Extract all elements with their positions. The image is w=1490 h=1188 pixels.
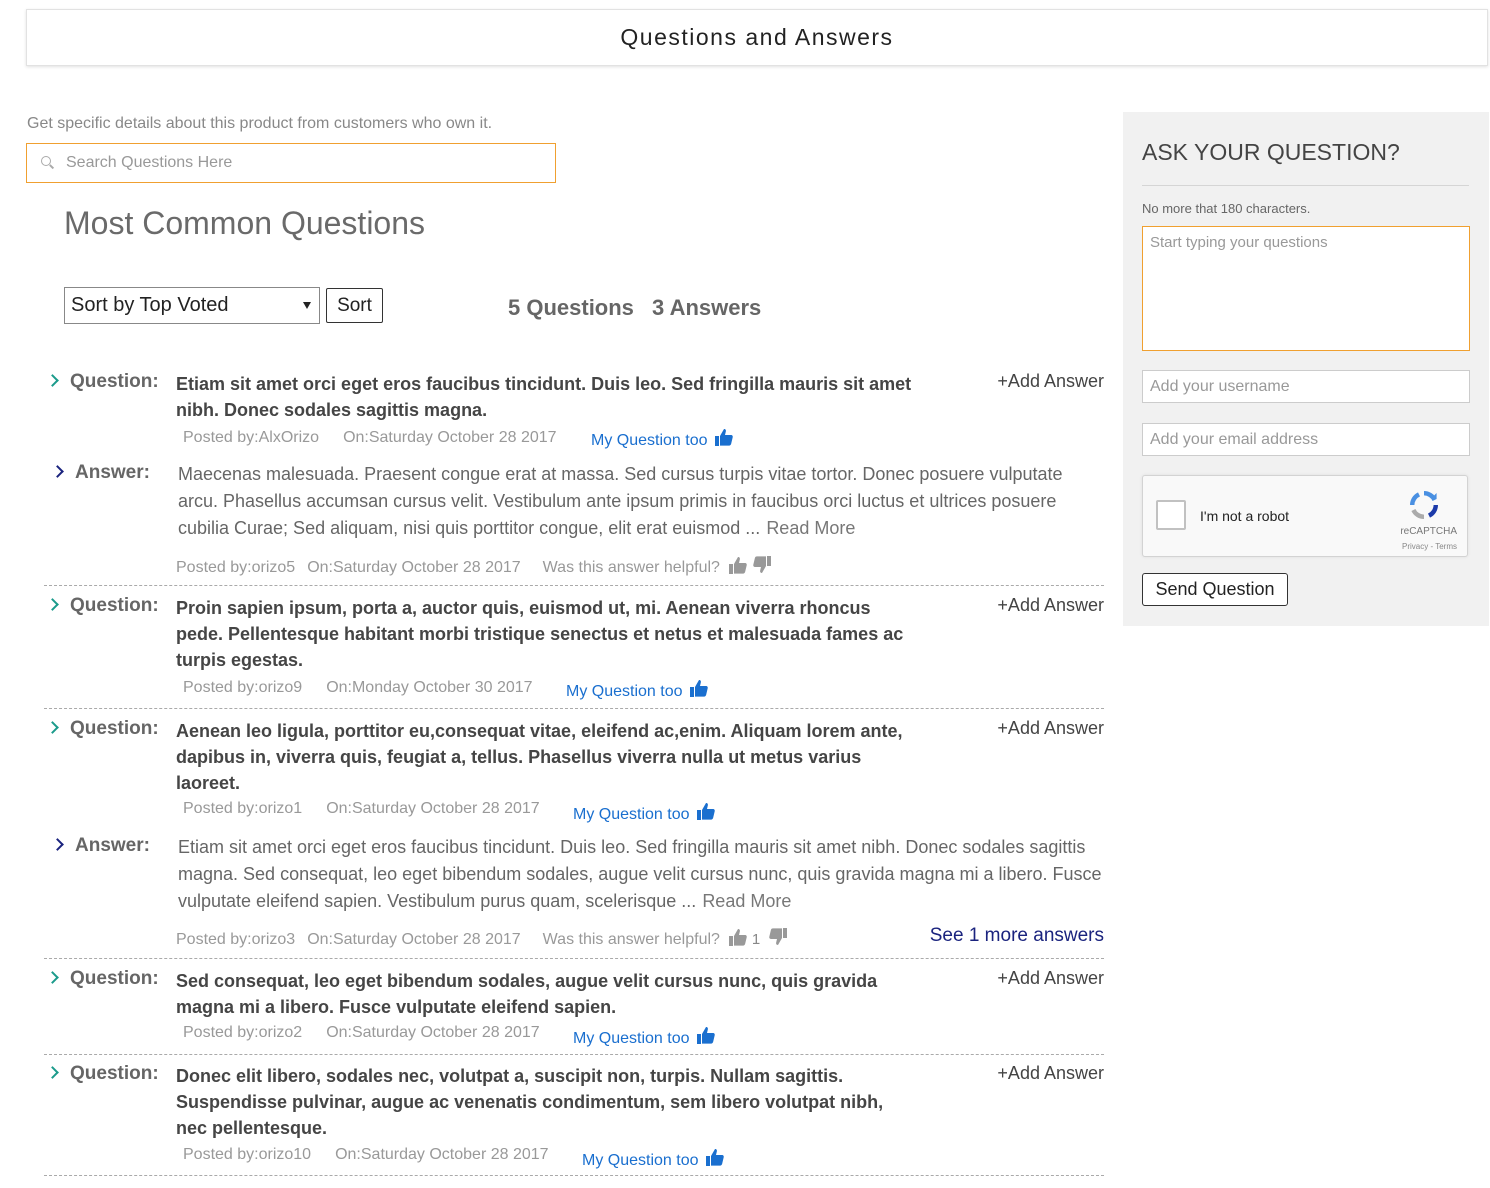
- username-input[interactable]: [1142, 370, 1470, 403]
- helpful-prompt: Was this answer helpful?: [542, 931, 720, 948]
- ask-question-panel: [1123, 112, 1489, 626]
- question-text: Proin sapien ipsum, porta a, auctor quis, euismod ut, mi. Aenean viverra rhoncus pede. Pellentesque habitant morbi tristique senectus et netus et malesuada fames ac turpis egestas.: [176, 598, 904, 670]
- my-question-too-button[interactable]: [573, 1025, 716, 1048]
- chevron-right-icon[interactable]: [46, 971, 59, 984]
- answer-label: Answer:: [75, 835, 150, 856]
- question-item: [44, 1063, 1104, 1173]
- question-label: Question:: [70, 968, 159, 989]
- intro-text: Get specific details about this product from customers who own it.: [27, 115, 493, 132]
- captcha-brand: reCAPTCHA: [1400, 526, 1457, 537]
- posted-by: Posted by:orizo10: [183, 1146, 312, 1163]
- thumbs-up-icon[interactable]: [728, 927, 748, 947]
- chevron-right-icon[interactable]: [51, 465, 64, 478]
- answer-posted-by: Posted by:orizo5: [176, 559, 296, 576]
- captcha-label: I'm not a robot: [1200, 508, 1290, 524]
- question-meta: [183, 800, 540, 818]
- posted-by: Posted by:orizo1: [183, 800, 303, 817]
- answer-body: Maecenas malesuada. Praesent congue erat at massa. Sed cursus turpis vitae tortor. Donec posuere vulputate arcu. Phasellus accumsan cursus velit. Vestibulum ante ipsum primis in faucibus orci luctus et ultrices posuere cubilia Curae; Sed aliquam, nisi quis porttitor congue, elit erat euismod ...: [178, 464, 1063, 538]
- captcha-checkbox[interactable]: [1156, 500, 1186, 530]
- posted-on: On:Saturday October 28 2017: [326, 800, 540, 817]
- chevron-right-icon[interactable]: [46, 374, 59, 387]
- read-more-link[interactable]: Read More: [766, 518, 856, 538]
- divider: [44, 1175, 1104, 1176]
- my-question-too-button[interactable]: [573, 801, 716, 824]
- question-item: [44, 968, 1104, 1053]
- posted-by: Posted by:orizo9: [183, 679, 303, 696]
- helpful-prompt: Was this answer helpful?: [542, 559, 720, 576]
- my-question-too-button[interactable]: [566, 678, 709, 701]
- ask-title: ASK YOUR QUESTION?: [1142, 139, 1400, 165]
- question-text: Sed consequat, leo eget bibendum sodales, augue velit cursus nunc, quis gravida magna mi a libero. Fusce vulputate eleifend sapien.: [176, 971, 878, 1017]
- chevron-right-icon[interactable]: [46, 598, 59, 611]
- question-item: [44, 595, 1104, 705]
- add-answer-link[interactable]: +Add Answer: [997, 1063, 1104, 1083]
- email-input[interactable]: [1142, 423, 1470, 456]
- my-question-too-button[interactable]: [582, 1147, 725, 1170]
- answer-posted-by: Posted by:orizo3: [176, 931, 296, 948]
- divider: [44, 585, 1104, 586]
- question-item: [44, 718, 1104, 953]
- search-icon: [40, 155, 56, 171]
- search-input[interactable]: [66, 154, 506, 172]
- send-question-button[interactable]: Send Question: [1142, 573, 1288, 606]
- see-more-answers-link[interactable]: See 1 more answers: [929, 925, 1104, 946]
- question-count: 5 Questions: [508, 295, 634, 320]
- add-answer-link[interactable]: +Add Answer: [997, 718, 1104, 738]
- sort-button[interactable]: Sort: [326, 288, 383, 323]
- my-question-too-label: My Question too: [573, 806, 690, 823]
- question-label: Question:: [70, 595, 159, 616]
- my-question-too-label: My Question too: [582, 1152, 699, 1169]
- answer-label: Answer:: [75, 462, 150, 483]
- add-answer-link[interactable]: +Add Answer: [997, 968, 1104, 988]
- recaptcha-logo-icon: [1407, 488, 1441, 522]
- question-textarea[interactable]: [1142, 226, 1470, 351]
- chevron-right-icon[interactable]: [46, 1066, 59, 1079]
- question-label: Question:: [70, 1063, 159, 1084]
- divider: [44, 1054, 1104, 1055]
- thumbs-up-icon: [696, 801, 716, 821]
- question-text: Aenean leo ligula, porttitor eu,consequat vitae, eleifend ac,enim. Aliquam lorem ante, dapibus in, viverra quis, feugiat a, tellus. Phasellus viverra nulla ut metus varius laoreet.: [176, 721, 903, 793]
- add-answer-link[interactable]: +Add Answer: [997, 371, 1104, 391]
- upvote-count: 1: [751, 931, 761, 948]
- thumbs-up-icon: [705, 1147, 725, 1167]
- thumbs-up-icon: [689, 678, 709, 698]
- answer-body: Etiam sit amet orci eget eros faucibus tincidunt. Duis leo. Sed fringilla mauris sit amet nibh. Donec sodales sagittis magna. Sed consequat, leo eget bibendum sodales, augue velit cursus nunc, quis gravida magna mi a libero. Fusce vulputate eleifend sapien. Vestibulum purus quam, scelerisque ...: [178, 837, 1102, 911]
- answer-meta: [176, 927, 788, 949]
- thumbs-up-icon: [714, 427, 734, 447]
- posted-on: On:Saturday October 28 2017: [343, 429, 557, 446]
- question-meta: [183, 429, 557, 447]
- divider: [1142, 185, 1469, 186]
- answer-text: [178, 834, 1103, 915]
- sort-select-value: Sort by Top Voted: [71, 294, 229, 316]
- recaptcha-widget: [1142, 475, 1468, 557]
- question-meta: [183, 1146, 549, 1164]
- my-question-too-label: My Question too: [591, 432, 708, 449]
- caret-down-icon: [303, 302, 311, 309]
- page-title: Questions and Answers: [620, 24, 894, 50]
- sort-select[interactable]: [64, 287, 320, 324]
- thumbs-up-icon: [696, 1025, 716, 1045]
- thumbs-down-icon[interactable]: [752, 555, 772, 575]
- my-question-too-label: My Question too: [566, 683, 683, 700]
- question-item: [44, 371, 1104, 581]
- question-meta: [183, 1024, 540, 1042]
- answer-count: 3 Answers: [652, 295, 762, 320]
- section-title: Most Common Questions: [64, 205, 426, 241]
- header-bar: [26, 9, 1488, 66]
- answer-posted-on: On:Saturday October 28 2017: [307, 931, 521, 948]
- question-text: Etiam sit amet orci eget eros faucibus tincidunt. Duis leo. Sed fringilla mauris sit amet nibh. Donec sodales sagittis magna.: [176, 374, 912, 420]
- question-label: Question:: [70, 371, 159, 392]
- answer-meta: [176, 555, 772, 577]
- character-limit-hint: No more that 180 characters.: [1142, 201, 1311, 216]
- question-meta: [183, 679, 533, 697]
- my-question-too-label: My Question too: [573, 1030, 690, 1047]
- captcha-links[interactable]: Privacy - Terms: [1402, 542, 1457, 551]
- my-question-too-button[interactable]: [591, 427, 734, 450]
- search-box[interactable]: [26, 143, 556, 183]
- chevron-right-icon[interactable]: [51, 838, 64, 851]
- posted-by: Posted by:AlxOrizo: [183, 429, 320, 446]
- chevron-right-icon[interactable]: [46, 721, 59, 734]
- posted-on: On:Saturday October 28 2017: [326, 1024, 540, 1041]
- thumbs-up-icon[interactable]: [728, 555, 748, 575]
- divider: [44, 958, 1104, 959]
- question-text: Donec elit libero, sodales nec, volutpat a, suscipit non, turpis. Nullam sagittis. Suspendisse pulvinar, augue ac venenatis condimentum, sem libero volutpat nibh, nec pellentesque.: [176, 1066, 884, 1138]
- posted-on: On:Monday October 30 2017: [326, 679, 533, 696]
- add-answer-link[interactable]: +Add Answer: [997, 595, 1104, 615]
- question-answer-counts: [508, 295, 773, 321]
- divider: [44, 708, 1104, 709]
- question-label: Question:: [70, 718, 159, 739]
- posted-by: Posted by:orizo2: [183, 1024, 303, 1041]
- thumbs-down-icon[interactable]: [768, 927, 788, 947]
- answer-text: [178, 461, 1098, 542]
- answer-posted-on: On:Saturday October 28 2017: [307, 559, 521, 576]
- read-more-link[interactable]: Read More: [702, 891, 792, 911]
- posted-on: On:Saturday October 28 2017: [335, 1146, 549, 1163]
